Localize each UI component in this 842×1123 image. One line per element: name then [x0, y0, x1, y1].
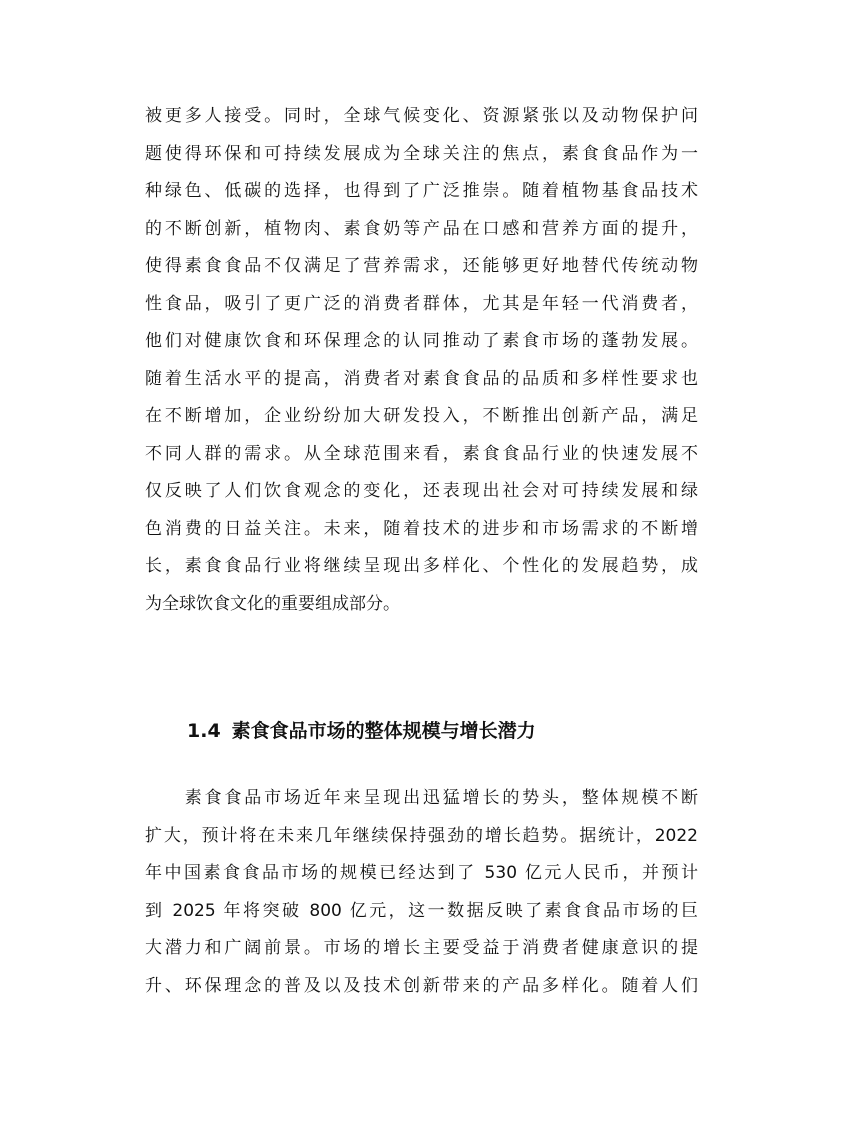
text-line: 扩大，预计将在未来几年继续保持强劲的增长趋势。据统计，2022 — [145, 825, 698, 846]
text-line: 长，素食食品行业将继续呈现出多样化、个性化的发展趋势，成 — [145, 556, 698, 576]
section-heading — [187, 713, 536, 749]
text-line: 的不断创新，植物肉、素食奶等产品在口感和营养方面的提升， — [145, 218, 698, 239]
text-line: 随着生活水平的提高，消费者对素食食品的品质和多样性要求也 — [145, 368, 698, 389]
text-line: 年中国素食食品市场的规模已经达到了 530 亿元人民币，并预计 — [145, 863, 698, 883]
text-line: 性食品，吸引了更广泛的消费者群体，尤其是年轻一代消费者， — [145, 293, 698, 314]
paragraph-2 — [145, 780, 698, 1005]
paragraph-1 — [145, 98, 698, 623]
text-line: 题使得环保和可持续发展成为全球关注的焦点，素食食品作为一 — [145, 143, 698, 164]
text-line: 他们对健康饮食和环保理念的认同推动了素食市场的蓬勃发展。 — [145, 331, 698, 351]
text-line: 使得素食食品不仅满足了营养需求，还能够更好地替代传统动物 — [145, 256, 698, 276]
text-line: 种绿色、低碳的选择，也得到了广泛推崇。随着植物基食品技术 — [145, 181, 698, 201]
text-line: 不同人群的需求。从全球范围来看，素食食品行业的快速发展不 — [145, 443, 698, 464]
text-line: 大潜力和广阔前景。市场的增长主要受益于消费者健康意识的提 — [145, 938, 698, 958]
section-number: 1.4 — [187, 720, 221, 742]
body-text-block — [145, 98, 698, 623]
text-line: 升、环保理念的普及以及技术创新带来的产品多样化。随着人们 — [145, 975, 698, 996]
text-line: 素食食品市场近年来呈现出迅猛增长的势头，整体规模不断 — [145, 788, 698, 808]
text-line: 在不断增加，企业纷纷加大研发投入，不断推出创新产品，满足 — [145, 406, 698, 426]
text-line: 被更多人接受。同时，全球气候变化、资源紧张以及动物保护问 — [145, 106, 698, 126]
text-line: 仅反映了人们饮食观念的变化，还表现出社会对可持续发展和绿 — [145, 481, 698, 501]
text-line: 为全球饮食文化的重要组成部分。 — [145, 593, 400, 614]
body-text-block-2 — [145, 780, 698, 1005]
section-title: 素食食品市场的整体规模与增长潜力 — [231, 720, 536, 742]
text-line: 色消费的日益关注。未来，随着技术的进步和市场需求的不断增 — [145, 518, 698, 539]
text-line: 到 2025 年将突破 800 亿元，这一数据反映了素食食品市场的巨 — [145, 900, 698, 921]
